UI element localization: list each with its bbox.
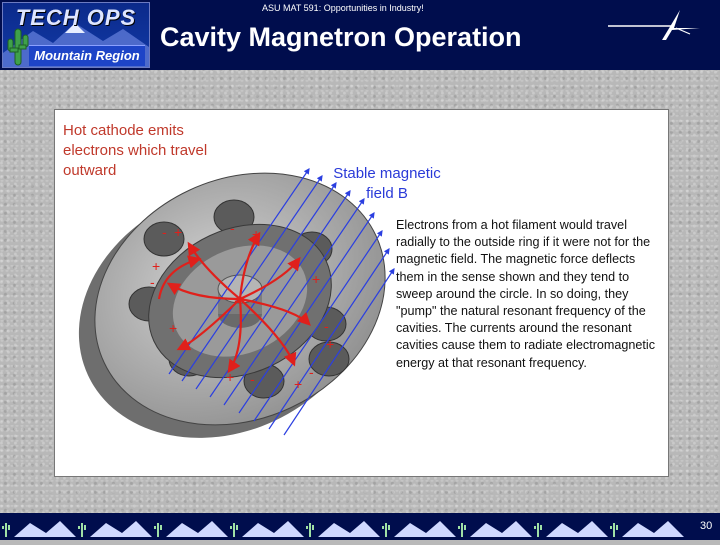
charge-minus: - bbox=[184, 336, 189, 352]
footer-bar bbox=[0, 513, 720, 540]
course-subtitle: ASU MAT 591: Opportunities in Industry! bbox=[262, 3, 424, 13]
cathode-caption: Hot cathode emits electrons which travel outward bbox=[63, 122, 208, 179]
charge-minus: - bbox=[294, 256, 299, 272]
description-text: Electrons from a hot filament would travel radially to the outside ring if it were not for the magnetic field. The magnetic force deflects them in the sense shown and they tend to sweep around the circle. In so doing, they "pump" the natural resonant frequency of the cavities. The currents around the resonant cavities cause them to radiate electromagnetic energy at that resonant frequency. bbox=[396, 218, 656, 370]
charge-plus: + bbox=[312, 271, 321, 287]
charge-minus: - bbox=[162, 224, 167, 240]
cactus-mountain-border-icon bbox=[0, 513, 690, 540]
charge-plus: + bbox=[252, 226, 261, 242]
charge-plus: + bbox=[326, 336, 335, 352]
tech-ops-logo bbox=[2, 2, 150, 68]
logo-title: TECH OPS bbox=[15, 5, 137, 30]
page-title: Cavity Magnetron Operation bbox=[160, 22, 522, 52]
field-caption: Stable magnetic field B bbox=[333, 165, 441, 202]
logo-subtitle: Mountain Region bbox=[29, 45, 145, 66]
charge-minus: - bbox=[309, 364, 314, 380]
charge-minus: - bbox=[250, 371, 255, 387]
brand-star-icon bbox=[604, 4, 704, 44]
page-number: 30 bbox=[700, 520, 713, 532]
charge-plus: + bbox=[152, 258, 161, 274]
charge-minus: - bbox=[150, 274, 155, 290]
charge-plus: + bbox=[174, 224, 183, 240]
charge-plus: + bbox=[294, 376, 303, 392]
charge-minus: - bbox=[230, 220, 235, 236]
charge-minus: - bbox=[324, 318, 329, 334]
charge-plus: + bbox=[226, 369, 235, 385]
charge-plus: + bbox=[169, 320, 178, 336]
cathode-charge: - bbox=[234, 290, 241, 312]
